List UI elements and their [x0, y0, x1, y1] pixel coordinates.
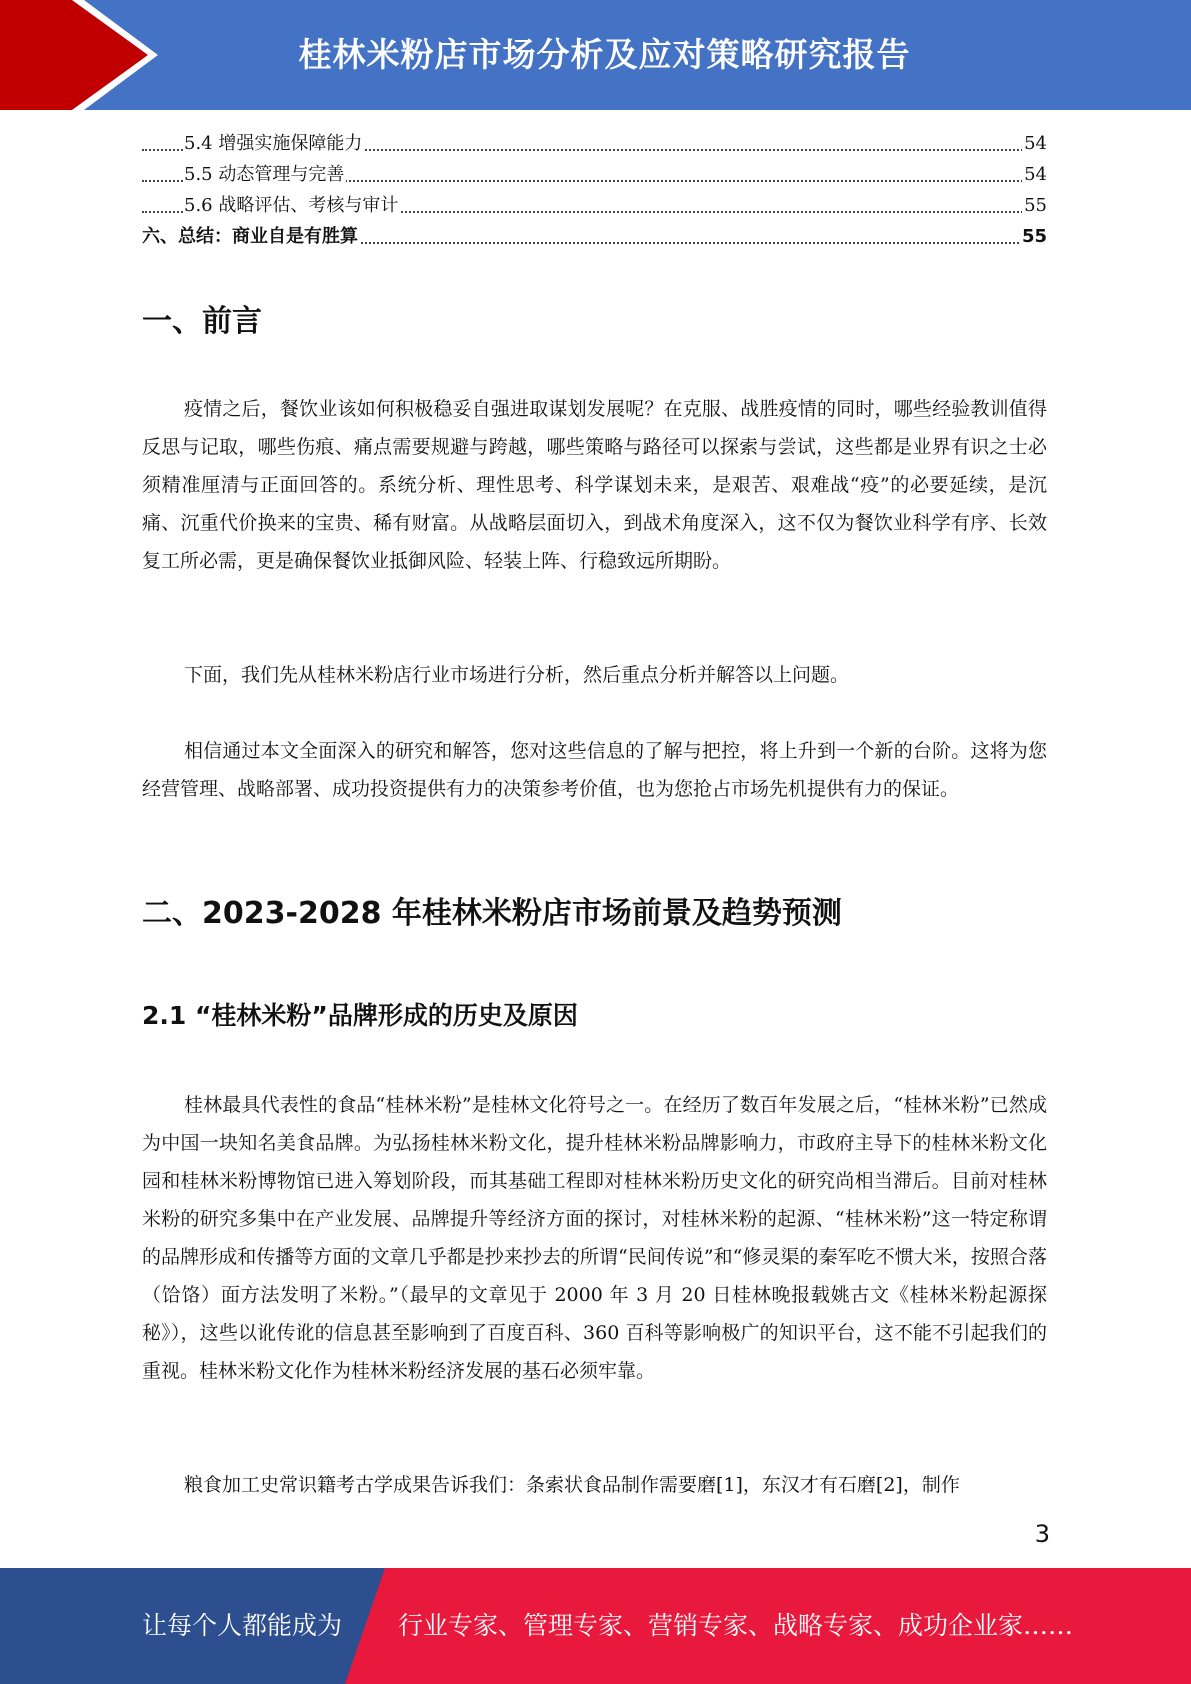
- page-content: [142, 128, 1047, 1496]
- table-of-contents: [142, 128, 1047, 252]
- footer-slogan-right: 行业专家、管理专家、营销专家、战略专家、成功企业家……: [398, 1611, 1074, 1640]
- body-paragraph: 下面，我们先从桂林米粉店行业市场进行分析，然后重点分析并解答以上问题。: [184, 664, 850, 686]
- toc-item-page: 54: [1022, 128, 1047, 159]
- body-paragraph: 相信通过本文全面深入的研究和解答，您对这些信息的了解与把控，将上升到一个新的台阶。这将为您经营管理、战略部署、成功投资提供有力的决策参考价值，也为您抢占市场先机提供有力的保证。: [142, 740, 1047, 800]
- toc-item[interactable]: [142, 221, 1047, 252]
- page-header: [0, 0, 1191, 110]
- toc-item-label: 5.6 战略评估、考核与审计: [184, 190, 400, 221]
- section-heading-preface: 一、前言: [142, 304, 262, 339]
- page-number: 3: [1034, 1520, 1050, 1548]
- body-paragraph: 桂林最具代表性的食品“桂林米粉”是桂林文化符号之一。在经历了数百年发展之后，“桂林米粉”已然成为中国一块知名美食品牌。为弘扬桂林米粉文化，提升桂林米粉品牌影响力，市政府主导下的桂林米粉文化园和桂林米粉博物馆已进入筹划阶段，而其基础工程即对桂林米粉历史文化的研究尚相当滞后。目前对桂林米粉的研究多集中在产业发展、品牌提升等经济方面的探讨，对桂林米粉的起源、“桂林米粉”这一特定称谓的品牌形成和传播等方面的文章几乎都是抄来抄去的所谓“民间传说”和“修灵渠的秦军吃不惯大米，按照合落（饸饹）面方法发明了米粉。”（最早的文章见于 2000 年 3 月 20 日桂林晚报载姚古文《桂林米粉起源探秘》），这些以讹传讹的信息甚至影响到了百度百科、360 百科等影响极广的知识平台，这不能不引起我们的重视。桂林米粉文化作为桂林米粉经济发展的基石必须牢靠。: [142, 1094, 1047, 1382]
- toc-item-page: 54: [1022, 159, 1047, 190]
- page-footer: [0, 1568, 1191, 1684]
- toc-item-page: 55: [1022, 190, 1047, 221]
- footer-slogan-left: 让每个人都能成为: [142, 1611, 343, 1640]
- toc-item[interactable]: [142, 159, 1047, 190]
- document-title: 桂林米粉店市场分析及应对策略研究报告: [298, 35, 911, 74]
- toc-item[interactable]: [142, 190, 1047, 221]
- toc-item[interactable]: [142, 128, 1047, 159]
- toc-item-label: 5.4 增强实施保障能力: [184, 128, 364, 159]
- toc-item-label: 5.5 动态管理与完善: [184, 159, 346, 190]
- toc-item-page: 55: [1020, 221, 1047, 252]
- body-paragraph: 疫情之后，餐饮业该如何积极稳妥自强进取谋划发展呢？在克服、战胜疫情的同时，哪些经验教训值得反思与记取，哪些伤痕、痛点需要规避与跨越，哪些策略与路径可以探索与尝试，这些都是业界有识之士必须精准厘清与正面回答的。系统分析、理性思考、科学谋划未来，是艰苦、艰难战“疫”的必要延续，是沉痛、沉重代价换来的宝贵、稀有财富。从战略层面切入，到战术角度深入，这不仅为餐饮业科学有序、长效复工所必需，更是确保餐饮业抵御风险、轻装上阵、行稳致远所期盼。: [142, 398, 1047, 572]
- body-paragraph: 粮食加工史常识籍考古学成果告诉我们：条索状食品制作需要磨[1]，东汉才有石磨[2]，制作: [184, 1474, 960, 1496]
- section-heading-market-outlook: 二、2023-2028 年桂林米粉店市场前景及趋势预测: [142, 896, 842, 931]
- subsection-heading-brand-history: 2.1 “桂林米粉”品牌形成的历史及原因: [142, 1001, 578, 1030]
- toc-item-label: 六、总结：商业自是有胜算: [142, 221, 360, 252]
